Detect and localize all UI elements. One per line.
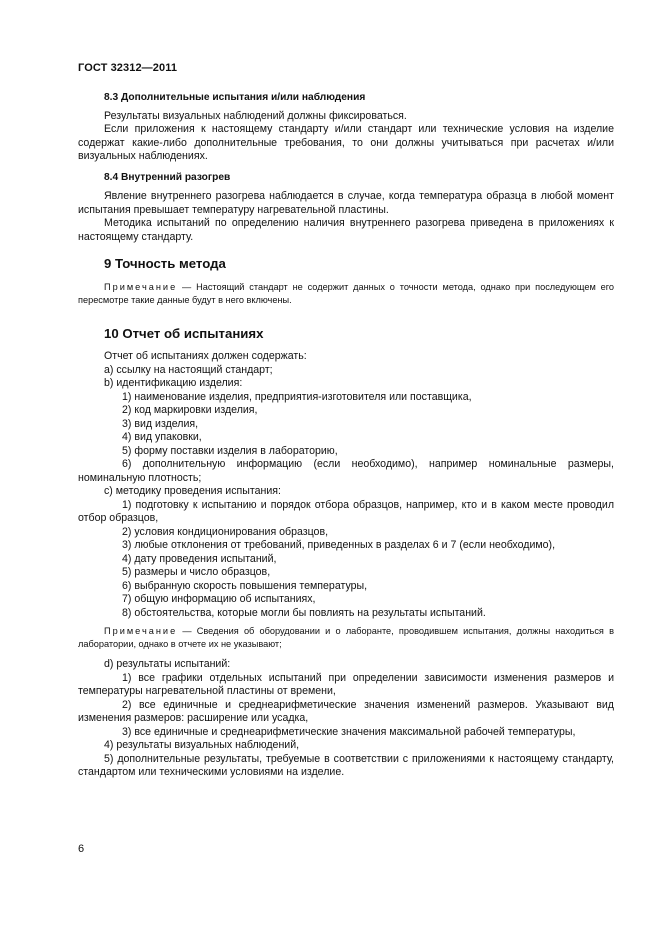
paragraph: Отчет об испытаниях должен содержать: — [104, 350, 307, 362]
list-item: а) ссылку на настоящий стандарт; — [104, 363, 273, 376]
list-item: 6) выбранную скорость повышения температуры, — [122, 579, 368, 592]
list-item: 4) результаты визуальных наблюдений, — [104, 739, 300, 751]
list-item: 6) дополнительную информацию (если необходимо), например номинальные размеры, номинальную плотность; — [78, 458, 614, 484]
section-9-heading: 9 Точность метода — [104, 256, 226, 271]
list-item: c) методику проведения испытания: — [104, 485, 281, 497]
list-item: 5) дополнительные результаты, требуемые в соответствии с приложениями к настоящему стандарту, стандартом или техническими условиями на изделие. — [78, 752, 614, 778]
list-item: 3) вид изделия, — [122, 417, 199, 430]
note-text: — Настоящий стандарт не содержит данных о точности метода, однако при последующем его пересмотре такие данные будут в него включены. — [78, 282, 614, 305]
list-item: 1) подготовку к испытанию и порядок отбора образцов, например, кто и в каком месте проводил отбор образцов, — [78, 498, 614, 524]
document-header: ГОСТ 32312—2011 — [78, 62, 178, 74]
list-item: 5) форму поставки изделия в лабораторию, — [122, 444, 338, 457]
page-number: 6 — [78, 843, 85, 855]
list-item: 4) дату проведения испытаний, — [122, 552, 277, 565]
list-item: 4) вид упаковки, — [122, 431, 202, 443]
section-10-heading: 10 Отчет об испытаниях — [104, 326, 264, 341]
section-8-4-heading: 8.4 Внутренний разогрев — [104, 171, 231, 183]
list-item: 7) общую информацию об испытаниях, — [122, 593, 316, 605]
note-label: Примечание — [104, 282, 178, 292]
list-item: b) идентификацию изделия: — [104, 377, 243, 389]
paragraph: Результаты визуальных наблюдений должны фиксироваться. — [104, 109, 407, 122]
list-item: 2) код маркировки изделия, — [122, 404, 258, 416]
note-label: Примечание — [104, 626, 178, 636]
note — [78, 281, 614, 306]
list-item: d) результаты испытаний: — [104, 658, 231, 670]
list-item: 8) обстоятельства, которые могли бы повлиять на результаты испытаний. — [122, 606, 486, 619]
document-body — [78, 91, 614, 780]
list-item: 1) все графики отдельных испытаний при определении зависимости изменения размеров и температуры нагревательной пластины от времени, — [78, 671, 614, 697]
list-item: 1) наименование изделия, предприятия-изготовителя или поставщика, — [122, 390, 472, 403]
note — [78, 625, 614, 650]
list-item: 2) условия кондиционирования образцов, — [122, 525, 329, 538]
list-item: 5) размеры и число образцов, — [122, 566, 271, 578]
section-8-3-heading: 8.3 Дополнительные испытания и/или наблюдения — [104, 92, 366, 103]
list-item: 3) все единичные и среднеарифметические значения максимальной рабочей температуры, — [122, 725, 576, 738]
note-text: — Сведения об оборудовании и о лаборанте, проводившем испытания, должны находиться в лаборатории, однако в отчете их не указывают; — [78, 626, 614, 649]
paragraph: Если приложения к настоящему стандарту и/или стандарт или технические условия на изделие содержат какие-либо дополнительные требования, то они должны учитываться при расчетах и/или визуальных наблюдениях. — [78, 123, 614, 162]
paragraph: Методика испытаний по определению наличия внутреннего разогрева приведена в приложениях к настоящему стандарту. — [78, 217, 614, 243]
paragraph: Явление внутреннего разогрева наблюдается в случае, когда температура образца в любой момент испытания превышает температуру нагревательной пластины. — [78, 190, 614, 216]
list-item: 3) любые отклонения от требований, приведенных в разделах 6 и 7 (если необходимо), — [122, 539, 556, 551]
list-item: 2) все единичные и среднеарифметические значения изменений размеров. Указывают вид изменения размеров: расширение или усадка, — [78, 698, 614, 724]
